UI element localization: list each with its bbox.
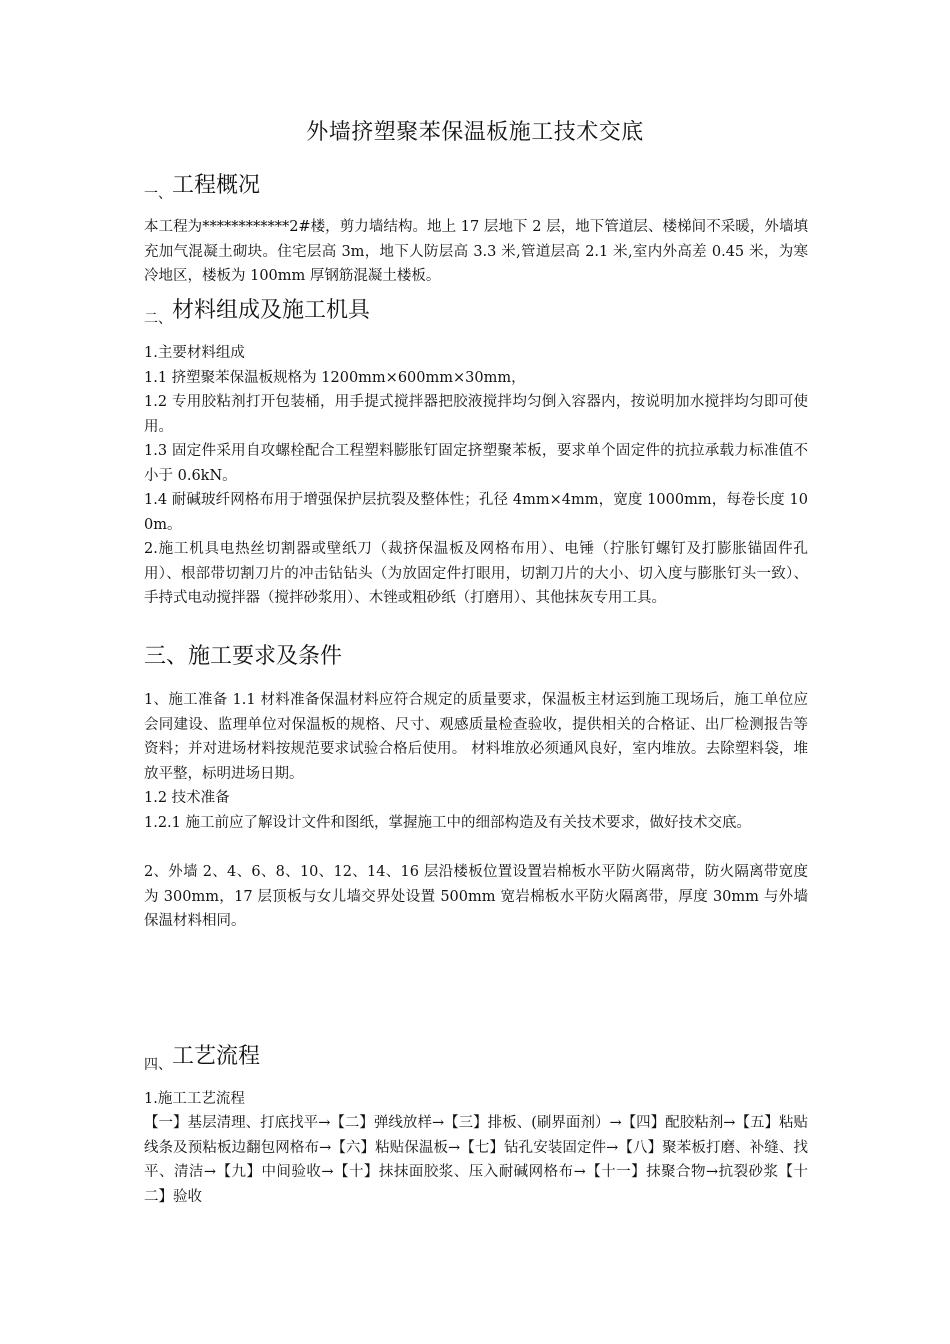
section-1-title: 工程概况 xyxy=(172,173,261,198)
section-3-heading xyxy=(144,643,342,671)
section-2-item-heading: 1.主要材料组成 xyxy=(144,345,245,361)
section-4-heading xyxy=(144,1043,260,1079)
section-1-heading xyxy=(144,172,260,208)
section-1-number: 一、 xyxy=(144,186,172,202)
section-2-item-1-4: 1.4 耐碱玻纤网格布用于增强保护层抗裂及整体性；孔径 4mm×4mm，宽度 1000mm，每卷长度 100m。 xyxy=(144,492,808,533)
section-4-number: 四、 xyxy=(144,1057,172,1073)
section-2-number: 二、 xyxy=(144,311,172,327)
section-4-item-heading: 1.施工工艺流程 xyxy=(144,1091,245,1107)
document-title: 外墙挤塑聚苯保温板施工技术交底 xyxy=(306,120,644,145)
section-3-number: 三、 xyxy=(144,644,189,669)
section-3-para-2: 2、外墙 2、4、6、8、10、12、14、16 层沿楼板位置设置岩棉板水平防火隔离带，防火隔离带宽度为 300mm，17 层顶板与女儿墙交界处设置 500mm 宽岩棉板水平防火隔离带，厚度 30mm 与外墙保温材料相同。 xyxy=(144,864,808,929)
section-3-item-1-2: 1.2 技术准备 xyxy=(144,790,230,806)
section-2-item-1-1: 1.1 挤塑聚苯保温板规格为 1200mm×600mm×30mm， xyxy=(144,370,526,386)
section-3-para-1: 1、施工准备 1.1 材料准备保温材料应符合规定的质量要求，保温板主材运到施工现场后，施工单位应会同建设、监理单位对保温板的规格、尺寸、观感质量检查验收，提供相关的合格证、出厂检测报告等资料；并对进场材料按规范要求试验合格后使用。 材料堆放必须通风良好，室内堆放。去除塑料袋，堆放平整，标明进场日期。 xyxy=(144,692,808,782)
section-4-title: 工艺流程 xyxy=(172,1044,261,1069)
section-1-body: 本工程为************2#楼，剪力墙结构。地上 17 层地下 2 层，地下管道层、楼梯间不采暖，外墙填充加气混凝土砌块。住宅层高 3m，地下人防层高 3.3 米,管道层高 2.1 米,室内外高差 0.45 米，为寒冷地区，楼板为 100mm 厚钢筋混凝土楼板。 xyxy=(144,219,808,284)
section-2-heading xyxy=(144,297,370,333)
section-3-item-1-2-1: 1.2.1 施工前应了解设计文件和图纸，掌握施工中的细部构造及有关技术要求，做好技术交底。 xyxy=(144,815,751,831)
section-4-flow: 【一】基层清理、打底找平→【二】弹线放样→【三】排板、(刷界面剂）→【四】配胶粘剂→【五】粘贴线条及预粘板边翻包网格布→【六】粘贴保温板→【七】钻孔安装固定件→【八】聚苯板打磨、补缝、找平、清洁→【九】中间验收→【十】抹抹面胶浆、压入耐碱网格布→【十一】抹聚合物→抗裂砂浆【十二】验收 xyxy=(144,1115,808,1205)
section-3-title: 施工要求及条件 xyxy=(188,644,343,669)
section-2-title: 材料组成及施工机具 xyxy=(172,298,371,323)
section-2-item-1-2: 1.2 专用胶粘剂打开包装桶，用手提式搅拌器把胶液搅拌均匀倒入容器内，按说明加水搅拌均匀即可使用。 xyxy=(144,394,808,435)
section-2-item-1-3: 1.3 固定件采用自攻螺栓配合工程塑料膨胀钉固定挤塑聚苯板，要求单个固定件的抗拉承载力标准值不小于 0.6kN。 xyxy=(144,443,808,484)
section-2-item-2: 2.施工机具电热丝切割器或壁纸刀（裁挤保温板及网格布用）、电锤（拧胀钉螺钉及打膨胀锚固件孔用）、根部带切割刀片的冲击钻钻头（为放固定件打眼用，切割刀片的大小、切入度与膨胀钉头一致）、手持式电动搅拌器（搅拌砂浆用）、木锉或粗砂纸（打磨用）、其他抹灰专用工具。 xyxy=(144,541,808,606)
